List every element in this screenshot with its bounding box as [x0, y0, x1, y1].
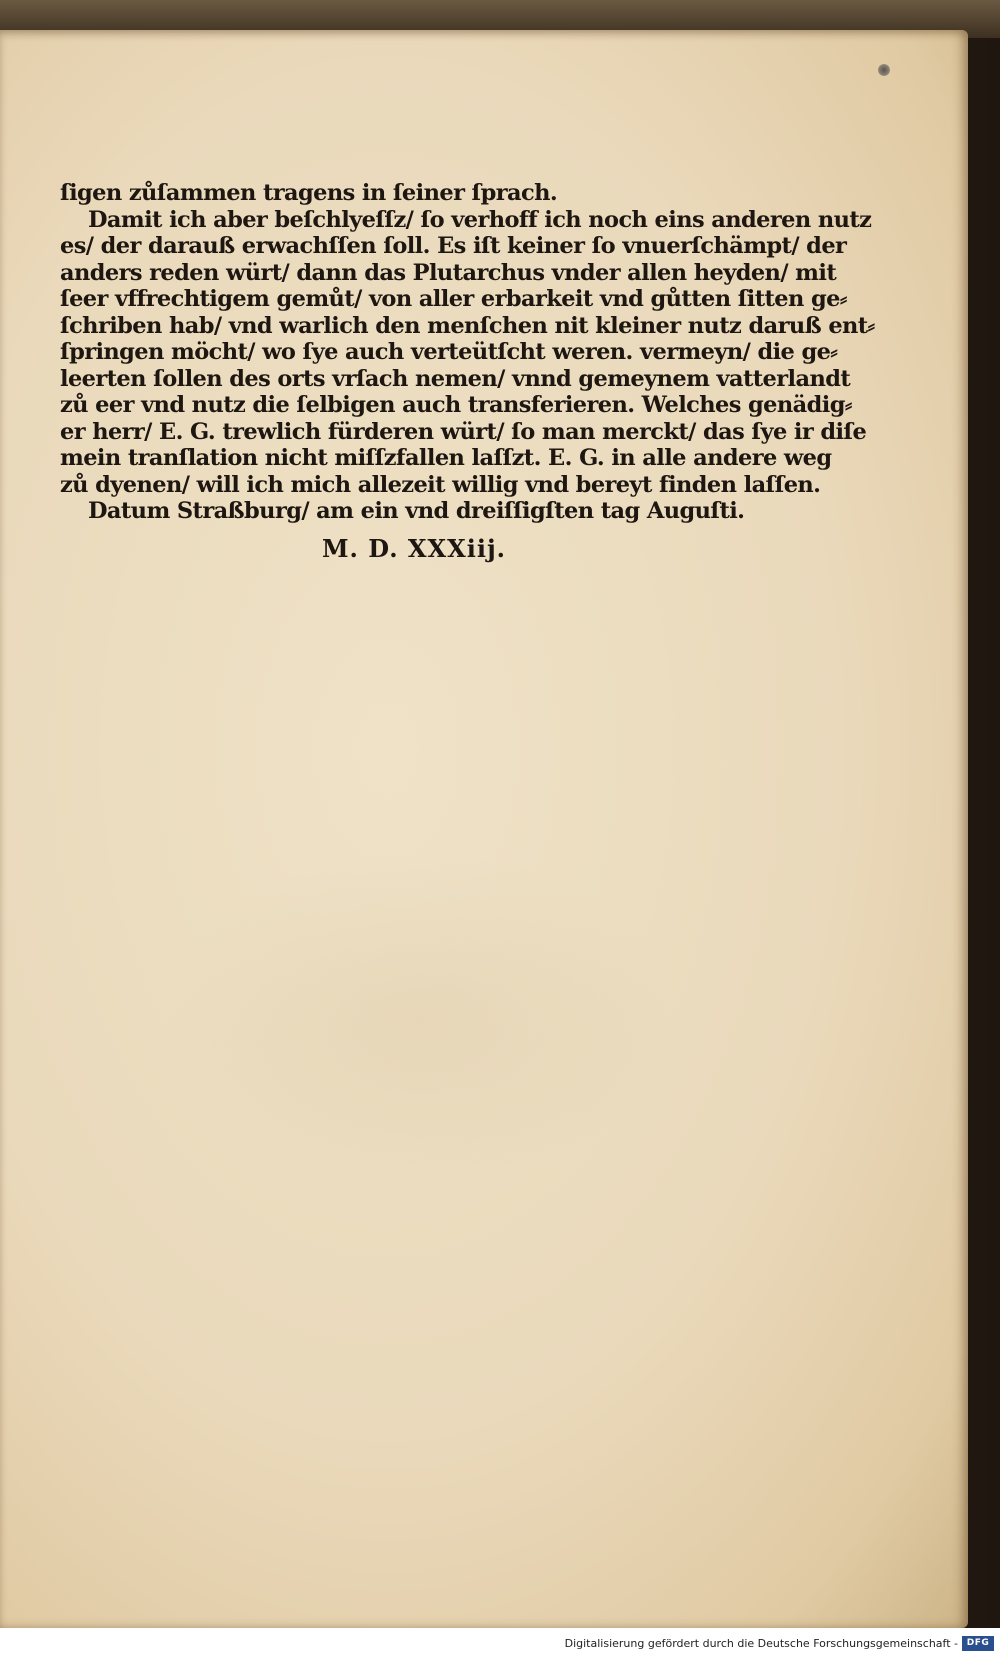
text-line: es/ der darauß erwachſſen ſoll. Es iſt keiner ſo vnuerſchämpt/ der [60, 233, 847, 259]
text-line: er herr/ E. G. trewlich fürderen würt/ ſo man merckt/ das ſye ir diſe [60, 418, 867, 445]
text-line: ſigen zůſammen tragens in ſeiner ſprach. [60, 180, 558, 206]
text-line: ſpringen möcht/ wo ſye auch verteütſcht weren. vermeyn/ die ge⸗ [60, 339, 838, 365]
text-line: zů dyenen/ will ich mich allezeit willig vnd bereyt finden laſſen. [60, 471, 821, 498]
text-line: Damit ich aber beſchlyeſſz/ ſo verhoff ich noch eins anderen nutz [88, 206, 872, 233]
text-line: mein tranſlation nicht miſſzfallen laſſzt. E. G. in alle andere weg [60, 445, 832, 471]
text-line: Datum Straßburg/ am ein vnd dreiſſigſten tag Auguſti. [88, 498, 745, 524]
date-line [0, 534, 968, 563]
text-line: leerten ſollen des orts vrſach nemen/ vnnd gemeynem vatterlandt [60, 365, 851, 392]
dfg-logo: DFG [962, 1636, 994, 1651]
text-line: ſeer vffrechtigem gemůt/ von aller erbarkeit vnd gůtten ſitten ge⸗ [60, 286, 847, 312]
text-line: zů eer vnd nutz die ſelbigen auch transferieren. Welches genädig⸗ [60, 392, 852, 418]
text-block [60, 180, 875, 525]
text-line: ſchriben hab/ vnd warlich den menſchen nit kleiner nutz daruß ent⸗ [60, 312, 875, 339]
paper-page [0, 30, 968, 1628]
footer-bar [0, 1628, 1000, 1660]
corner-mark [878, 64, 890, 76]
date-text: M. D. XXXiij. [321, 534, 507, 563]
paper-stain [160, 850, 680, 1190]
footer-credit: Digitalisierung gefördert durch die Deutsche Forschungsgemeinschaft - [564, 1637, 958, 1650]
text-line: anders reden würt/ dann das Plutarchus vnder allen heyden/ mit [60, 259, 837, 286]
